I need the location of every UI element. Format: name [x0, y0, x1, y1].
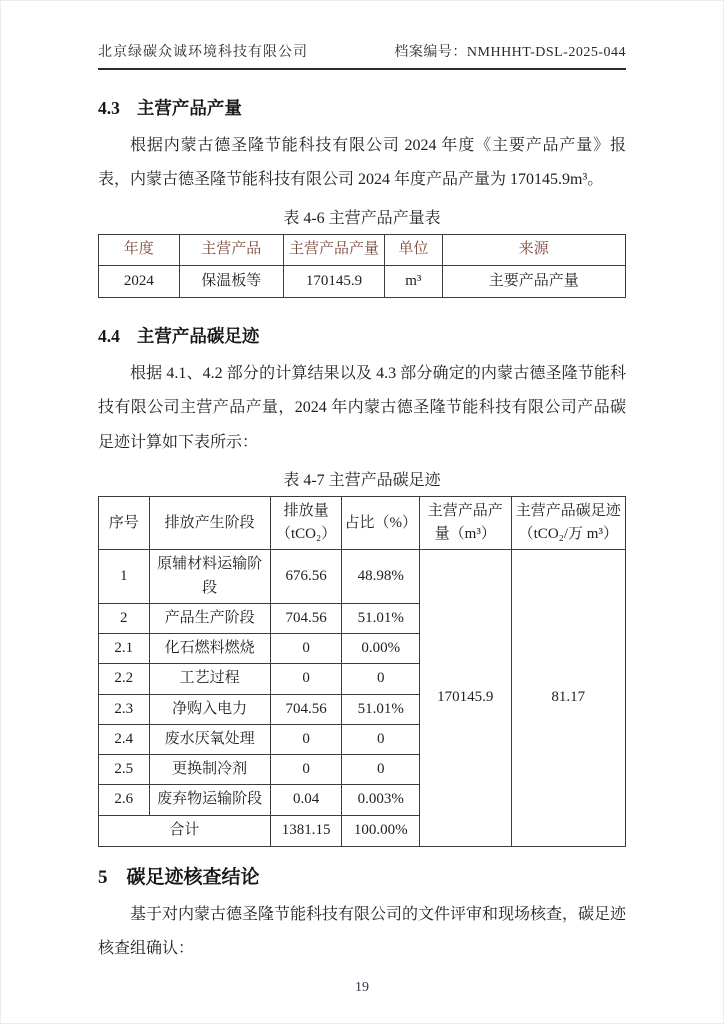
table-cell: 0.00%	[342, 634, 419, 664]
table-cell: 产品生产阶段	[149, 603, 270, 633]
archive-number-label: 档案编号：	[394, 45, 467, 60]
table-cell: 2.2	[99, 664, 150, 694]
table-header-cell: 主营产品碳足迹（tCO₂/万 m³）	[511, 496, 625, 550]
running-header	[98, 41, 626, 70]
table-row	[99, 550, 626, 604]
table-cell: 2.5	[99, 755, 150, 785]
table-4-7	[98, 496, 626, 847]
table-cell: 0	[270, 634, 342, 664]
total-label-cell: 合计	[99, 815, 271, 846]
table-cell: 51.01%	[342, 694, 419, 724]
section-4-4-paragraph: 根据 4.1、4.2 部分的计算结果以及 4.3 部分确定的内蒙古德圣隆节能科技有限公司主营产品产量，2024 年内蒙古德圣隆节能科技有限公司产品碳足迹计算如下表所示：	[98, 364, 626, 451]
section-4-4-number: 4.4	[98, 325, 120, 346]
table-cell: 2024	[99, 265, 180, 297]
section-4-4-title: 主营产品碳足迹	[136, 325, 260, 346]
table-4-7-caption: 表 4-7 主营产品碳足迹	[283, 471, 441, 489]
table-cell: 0	[270, 664, 342, 694]
table-cell: 2.3	[99, 694, 150, 724]
table-header-cell: 年度	[99, 234, 180, 265]
total-share-cell: 100.00%	[342, 815, 419, 846]
table-cell: 0	[270, 755, 342, 785]
section-5-paragraph: 基于对内蒙古德圣隆节能科技有限公司的文件评审和现场核查，碳足迹核查组确认：	[98, 905, 627, 958]
table-4-6	[98, 234, 626, 298]
table-header-cell: 主营产品	[179, 234, 283, 265]
footprint-total-cell: 81.17	[511, 550, 625, 846]
archive-number-value: NMHHHT-DSL-2025-044	[466, 45, 626, 60]
table-header-cell: 占比（%）	[342, 496, 419, 550]
table-cell: 主要产品产量	[442, 265, 625, 297]
table-header-cell: 主营产品产量（m³）	[419, 496, 511, 550]
table-cell: 0.003%	[342, 785, 419, 815]
table-cell: 保温板等	[179, 265, 283, 297]
total-emission-cell: 1381.15	[270, 815, 342, 846]
section-4-3-title: 主营产品产量	[136, 98, 242, 118]
table-cell: 废水厌氧处理	[149, 724, 270, 754]
table-cell: 676.56	[270, 550, 342, 604]
table-cell: m³	[385, 265, 442, 297]
section-5-heading	[98, 862, 626, 889]
table-header-cell: 单位	[385, 234, 442, 265]
table-cell: 170145.9	[283, 265, 384, 297]
table-cell: 2	[99, 603, 150, 633]
table-cell: 净购入电力	[149, 694, 270, 724]
table-cell: 0.04	[270, 785, 342, 815]
table-cell: 1	[99, 550, 150, 604]
table-cell: 48.98%	[342, 550, 419, 604]
section-4-4-heading	[98, 323, 626, 348]
section-5-number: 5	[98, 866, 108, 888]
table-cell: 原辅材料运输阶段	[149, 550, 270, 604]
table-cell: 废弃物运输阶段	[149, 785, 270, 815]
table-cell: 工艺过程	[149, 664, 270, 694]
table-cell: 704.56	[270, 603, 342, 633]
page-number: 19	[355, 980, 369, 996]
section-5-title: 碳足迹核查结论	[126, 866, 260, 888]
table-header-cell: 主营产品产量	[283, 234, 384, 265]
table-header-cell: 排放量（tCO₂）	[270, 496, 342, 550]
production-total-cell: 170145.9	[419, 550, 511, 846]
table-4-6-caption: 表 4-6 主营产品产量表	[283, 209, 441, 227]
section-4-3-paragraph: 根据内蒙古德圣隆节能科技有限公司 2024 年度《主要产品产量》报表，内蒙古德圣隆节能科技有限公司 2024 年度产品产量为 170145.9m³。	[98, 137, 626, 189]
table-cell: 0	[342, 664, 419, 694]
section-4-3-heading	[98, 95, 626, 120]
table-4-7-header-row	[99, 496, 626, 550]
company-name: 北京绿碳众诚环境科技有限公司	[98, 45, 308, 60]
table-row	[99, 265, 626, 297]
archive-number	[394, 41, 626, 61]
table-cell: 0	[342, 755, 419, 785]
table-cell: 化石燃料燃烧	[149, 634, 270, 664]
table-header-cell: 来源	[442, 234, 625, 265]
table-cell: 2.6	[99, 785, 150, 815]
table-cell: 704.56	[270, 694, 342, 724]
table-header-cell: 排放产生阶段	[149, 496, 270, 550]
table-cell: 2.1	[99, 634, 150, 664]
table-4-6-header-row	[99, 234, 626, 265]
table-cell: 更换制冷剂	[149, 755, 270, 785]
table-cell: 2.4	[99, 724, 150, 754]
table-header-cell: 序号	[99, 496, 150, 550]
table-cell: 0	[342, 724, 419, 754]
section-4-3-number: 4.3	[98, 98, 120, 118]
table-cell: 51.01%	[342, 603, 419, 633]
table-cell: 0	[270, 724, 342, 754]
